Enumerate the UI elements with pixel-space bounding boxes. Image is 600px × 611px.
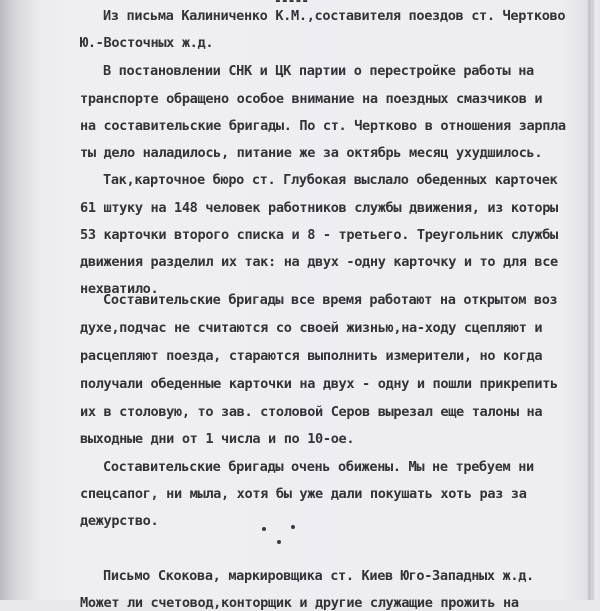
paragraph-4-line-3: дежурство. bbox=[80, 513, 159, 529]
paragraph-2-line-4: движения разделил их так: на двух -одну карточку и то для все bbox=[80, 254, 558, 270]
paragraph-3-line-6: выходные дни от 1 числа и по 10-ое. bbox=[80, 431, 355, 447]
paragraph-1-line-2: транспорте обращено особое внимание на поездных смазчиков и bbox=[80, 91, 543, 107]
paragraph-3-line-5: их в столовую, то зав. столовой Серов вырезал еще талоны на bbox=[80, 404, 543, 420]
paragraph-3-line-1: Составительские бригады все время работают на открытом воз bbox=[103, 292, 558, 308]
paragraph-3-line-3: расцепляют поезда, стараются выполнить измерители, но когда bbox=[80, 348, 543, 364]
letter-heading-line-2: Ю.-Восточных ж.д. bbox=[80, 35, 214, 51]
letter2-heading-line-2: Может ли счетовод,конторщик и другие служащие прожить на bbox=[80, 595, 519, 611]
letter-heading-line-1: Из письма Калиниченко К.М.,составителя поездов ст. Чертково bbox=[103, 8, 566, 24]
top-separator: ----- bbox=[274, 0, 309, 9]
paragraph-4-line-1: Составительские бригады очень обижены. Мы не требуем ни bbox=[103, 459, 534, 475]
paragraph-1-line-1: В постановлении СНК и ЦК партии о перестройке работы на bbox=[103, 63, 534, 79]
page-edge-shadow bbox=[588, 0, 592, 600]
paragraph-1-line-4: ты дело наладилось, питание же за октябрь месяц ухудшилось. bbox=[80, 145, 543, 161]
letter2-heading-line-1: Письмо Скокова, маркировщика ст. Киев Юго-Западных ж.д. bbox=[103, 568, 534, 584]
paragraph-1-line-3: на составительские бригады. По ст. Чертково в отношения зарпла bbox=[80, 118, 566, 134]
paragraph-4-line-2: спецсапог, ни мыла, хотя бы уже дали покушать хоть раз за bbox=[80, 486, 527, 502]
paragraph-2-line-5: нехватило. bbox=[80, 281, 159, 297]
paragraph-2-line-3: 53 карточки второго списка и 8 - третьего. Треугольник службы bbox=[80, 227, 558, 243]
paragraph-3-line-2: духе,подчас не считаются со своей жизнью,на-ходу сцепляют и bbox=[80, 320, 543, 336]
paragraph-3-line-4: получали обеденные карточки на двух - одну и пошли прикрепить bbox=[80, 376, 558, 392]
paragraph-2-line-2: 61 штуку на 148 человек работников службы движения, из которы bbox=[80, 200, 558, 216]
paragraph-2-line-1: Так,карточное бюро ст. Глубокая выслало обеденных карточек bbox=[103, 172, 558, 188]
